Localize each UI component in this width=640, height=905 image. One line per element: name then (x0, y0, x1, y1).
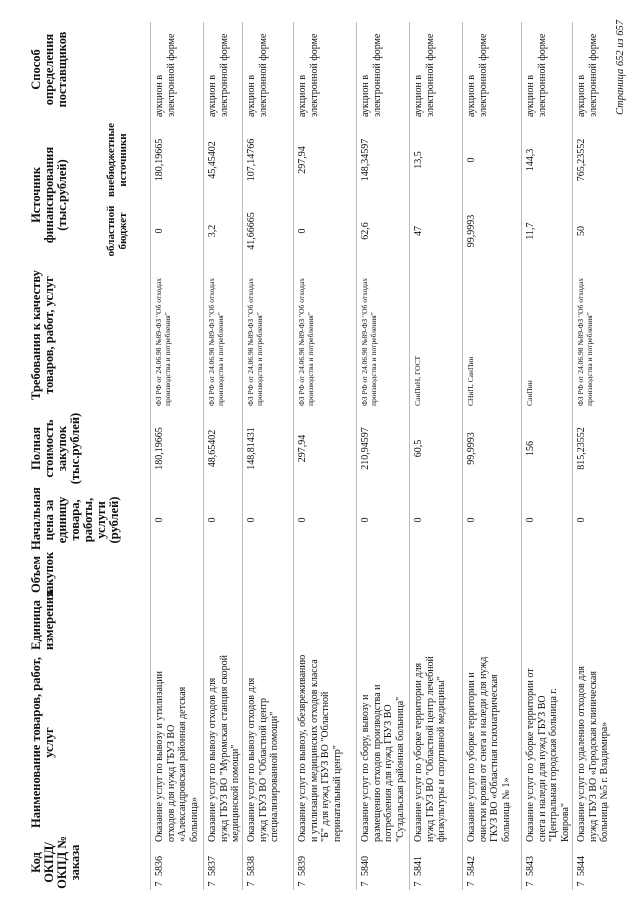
table-row (356, 22, 409, 890)
table-row (203, 22, 242, 890)
row-code: 7 (576, 881, 587, 887)
row-code: 7 (207, 881, 218, 887)
row-price: 0 (466, 517, 477, 523)
row-price: 0 (246, 517, 257, 523)
row-method: аукцион в электронной форме (525, 33, 548, 117)
row-name: Оказание услуг по вывозу и утилизации отходов для нужд ГБУЗ ВО «Александровская районная детская больница» (154, 671, 200, 842)
row-extra: 13,5 (413, 151, 424, 169)
row-code: 7 (154, 881, 165, 887)
row-method: аукцион в электронной форме (360, 33, 383, 117)
row-budget: 50 (576, 226, 587, 236)
header-requirements: Требования к качеству товаров, работ, услуг (29, 270, 56, 400)
row-method: аукцион в электронной форме (297, 33, 320, 117)
row-price: 0 (576, 517, 587, 523)
table-row (572, 22, 627, 890)
row-name: Оказание услуг по уборке территории и очистки кровли от снега и наледи для нужд ГКУЗ ВО «Областная психиатрическая больница № 1» (466, 656, 512, 842)
header-extra: внебюджетные источники (105, 123, 129, 197)
header-volume: Объем закупок (29, 551, 56, 597)
header-method: Способ определения поставщиков (29, 31, 69, 108)
row-extra: 144,3 (525, 148, 536, 172)
row-name: Оказание услуг по вывозу отходов для нужд ГБУЗ ВО "Муромская станция скорой медицинской помощи" (207, 655, 241, 842)
table-row (462, 22, 521, 890)
row-order-number: 5840 (360, 856, 371, 876)
row-extra: 297,94 (297, 146, 308, 174)
row-budget: 11,7 (525, 222, 536, 240)
row-total: 210,94597 (360, 427, 371, 470)
row-order-number: 5843 (525, 856, 536, 876)
row-total: 815,23552 (576, 427, 587, 470)
row-name: Оказание услуг по вывозу отходов для нужд ГБУЗ ВО "Областной центр специализированной помощи" (246, 677, 280, 842)
row-name: Оказание услуг по вывозу, обезвреживанию и утилизации медицинских отходов класса "Б" для нужд ГБУЗ ВО "Областной перинатальный центр" (297, 654, 343, 842)
row-requirements: ФЗ РФ от 24.06.98 №89-ФЗ "Об отходах производства и потребления" (246, 277, 264, 406)
row-requirements: ФЗ РФ от 24.06.98 №89-ФЗ "Об отходах производства и потребления" (297, 277, 315, 406)
page-footer: Страница 652 из 657 (615, 20, 626, 116)
row-requirements: ФЗ РФ от 24.06.98 №89-ФЗ "Об отходах производства и потребления" (360, 277, 378, 406)
row-requirements: СанПиН, ГОСТ (413, 355, 422, 406)
row-total: 148,81431 (246, 427, 257, 470)
row-extra: 148,34597 (360, 138, 371, 182)
header-name: Наименование товаров, работ, услуг (29, 657, 56, 828)
row-budget: 47 (413, 226, 424, 236)
row-order-number: 5842 (466, 856, 477, 876)
row-total: 156 (525, 441, 536, 456)
row-requirements: ФЗ РФ от 24.06.98 №89-ФЗ "Об отходах производства и потребления" (576, 277, 594, 406)
row-code: 7 (246, 881, 257, 887)
header-total: Полная стоимость закупок (тыс.рублей) (29, 412, 82, 485)
row-total: 48,65402 (207, 429, 218, 468)
table-body (150, 22, 627, 890)
header-unit: Единица измерения (29, 590, 56, 650)
table-row (242, 22, 293, 890)
row-code: 7 (466, 881, 477, 887)
row-order-number: 5844 (576, 856, 587, 876)
row-code: 7 (360, 881, 371, 887)
row-code: 7 (413, 881, 424, 887)
row-method: аукцион в электронной форме (576, 33, 599, 117)
row-requirements: СанПин (525, 380, 534, 406)
row-total: 297,94 (297, 434, 308, 463)
row-requirements: ФЗ РФ от 24.06.98 №89-ФЗ "Об отходах производства и потребления" (154, 277, 172, 406)
row-code: 7 (525, 881, 536, 887)
row-requirements: СНиП, СанПин (466, 356, 475, 406)
row-requirements: ФЗ РФ от 24.06.98 №89-ФЗ "Об отходах производства и потребления" (207, 277, 225, 406)
table-row (293, 22, 356, 890)
table-header (30, 22, 150, 890)
row-order-number: 5841 (413, 856, 424, 876)
row-price: 0 (297, 517, 308, 523)
header-price: Начальная цена за единицу товара, работы, услуги (рублей) (29, 487, 121, 550)
row-budget: 0 (154, 228, 165, 234)
row-price: 0 (525, 517, 536, 523)
header-budget: областной бюджет (105, 205, 129, 257)
row-extra: 0 (466, 157, 477, 163)
row-method: аукцион в электронной форме (413, 33, 436, 117)
table-row (150, 22, 203, 890)
header-code: Код ОКПД/ ОКПД № заказа (29, 836, 82, 889)
row-budget: 99,9993 (466, 214, 477, 248)
row-name: Оказание услуг по сбору, вывозу и размещению отходов производства и потребления для нужд ГБУЗ ВО "Суздальская районная больница" (360, 684, 406, 842)
table-row (409, 22, 462, 890)
row-budget: 3,2 (207, 224, 218, 238)
row-method: аукцион в электронной форме (466, 33, 489, 117)
row-order-number: 5839 (297, 856, 308, 876)
row-extra: 45,45402 (207, 141, 218, 179)
row-price: 0 (413, 517, 424, 523)
row-total: 60,5 (413, 439, 424, 458)
row-method: аукцион в электронной форме (207, 33, 230, 117)
table-row (521, 22, 572, 890)
row-budget: 62,6 (360, 222, 371, 240)
row-name: Оказание услуг по удалению отходов для нужд ГБУЗ ВО «Городская клиническая больница №5 г. Владимира» (576, 666, 610, 842)
row-budget: 41,66665 (246, 212, 257, 250)
row-total: 180,19665 (154, 427, 165, 470)
row-order-number: 5836 (154, 856, 165, 876)
row-price: 0 (154, 517, 165, 523)
row-extra: 107,14766 (246, 138, 257, 182)
row-method: аукцион в электронной форме (154, 33, 177, 117)
row-price: 0 (360, 517, 371, 523)
row-extra: 180,19665 (154, 138, 165, 182)
row-price: 0 (207, 517, 218, 523)
row-order-number: 5837 (207, 856, 218, 876)
procurement-table (30, 22, 627, 890)
row-order-number: 5838 (246, 856, 257, 876)
header-finance: Источник финансирования (тыс.рублей) (29, 146, 69, 244)
row-total: 99,9993 (466, 432, 477, 465)
row-name: Оказание услуг по уборке территории для нужд ГБУЗ ВО "Областной центр лечебной физкультуры и спортивной медицины" (413, 656, 447, 842)
row-name: Оказание услуг по уборке территории от снега и наледи для нужд ГБУЗ ВО "Центральная городская больница г. Коврова" (525, 668, 571, 842)
row-budget: 0 (297, 228, 308, 234)
row-method: аукцион в электронной форме (246, 33, 269, 117)
row-code: 7 (297, 881, 308, 887)
row-extra: 765,23552 (576, 138, 587, 182)
